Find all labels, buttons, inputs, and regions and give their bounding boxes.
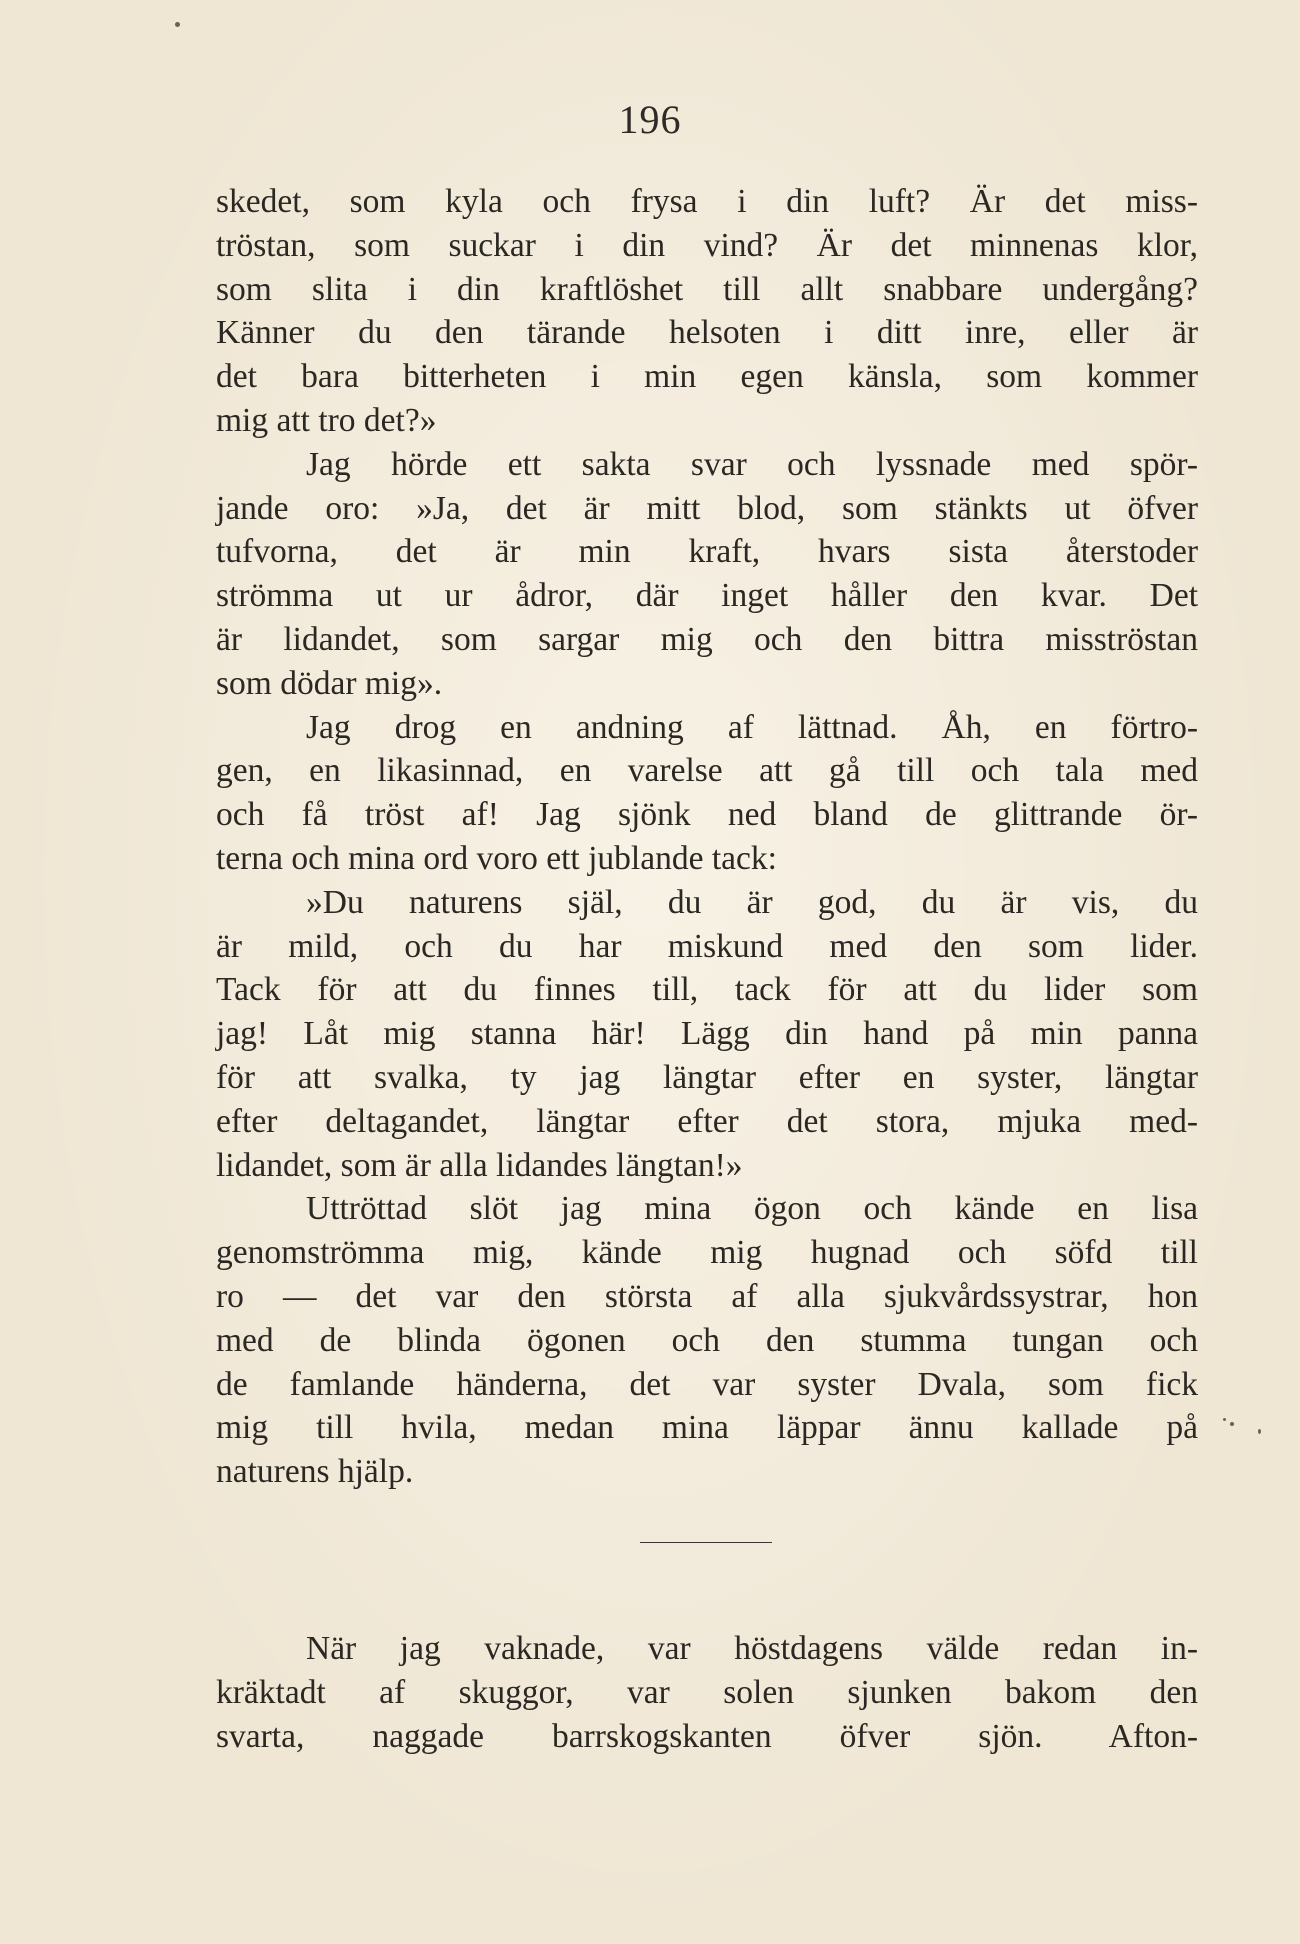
paper-speck bbox=[1258, 1429, 1261, 1434]
text-line: lidandet, som är alla lidandes längtan!» bbox=[216, 1146, 743, 1184]
text-line: mig till hvila, medan mina läppar ännu kallade på bbox=[216, 1409, 1198, 1447]
text-line: När jag vaknade, var höstdagens välde redan in- bbox=[306, 1630, 1198, 1667]
text-line: gen, en likasinnad, en varelse att gå till och tala med bbox=[216, 752, 1198, 790]
text-line: kräktadt af skuggor, var solen sjunken bakom den bbox=[216, 1673, 1198, 1711]
text-line: och få tröst af! Jag sjönk ned bland de glittrande ör- bbox=[216, 796, 1198, 834]
text-line: Känner du den tärande helsoten i ditt inre, eller är bbox=[216, 314, 1198, 352]
text-line: för att svalka, ty jag längtar efter en syster, längtar bbox=[216, 1058, 1198, 1096]
text-line: det bara bitterheten i min egen känsla, som kommer bbox=[216, 358, 1198, 396]
text-line: Jag drog en andning af lättnad. Åh, en förtro- bbox=[306, 708, 1198, 746]
paper-speck bbox=[1223, 1418, 1226, 1421]
text-line: efter deltagandet, längtar efter det stora, mjuka med- bbox=[216, 1102, 1198, 1140]
paper-speck bbox=[1230, 1422, 1234, 1426]
text-line: Jag hörde ett sakta svar och lyssnade med spör- bbox=[306, 445, 1198, 483]
text-line: med de blinda ögonen och den stumma tungan och bbox=[216, 1321, 1198, 1359]
text-line: är lidandet, som sargar mig och den bittra misströstan bbox=[216, 620, 1198, 658]
text-line: tufvorna, det är min kraft, hvars sista återstoder bbox=[216, 533, 1198, 571]
text-line: Uttröttad slöt jag mina ögon och kände en lisa bbox=[306, 1190, 1198, 1228]
text-line: genomströmma mig, kände mig hugnad och söfd till bbox=[216, 1234, 1198, 1272]
text-line: jag! Låt mig stanna här! Lägg din hand på min panna bbox=[216, 1015, 1198, 1053]
text-line: terna och mina ord voro ett jublande tack: bbox=[216, 839, 777, 877]
text-line: »Du naturens själ, du är god, du är vis, du bbox=[306, 883, 1198, 921]
text-section-1 bbox=[216, 180, 1198, 1494]
text-line: naturens hjälp. bbox=[216, 1453, 414, 1491]
text-line: svarta, naggade barrskogskanten öfver sjön. Afton- bbox=[216, 1717, 1198, 1755]
text-line: skedet, som kyla och frysa i din luft? Är det miss- bbox=[216, 183, 1198, 220]
text-line: tröstan, som suckar i din vind? Är det minnenas klor, bbox=[216, 226, 1198, 264]
text-line: är mild, och du har miskund med den som lider. bbox=[216, 927, 1198, 965]
text-line: Tack för att du finnes till, tack för att du lider som bbox=[216, 971, 1198, 1009]
text-line: som dödar mig». bbox=[216, 664, 443, 702]
text-line: jande oro: »Ja, det är mitt blod, som stänkts ut öfver bbox=[216, 489, 1198, 527]
section-separator-rule bbox=[640, 1542, 772, 1543]
text-line: mig att tro det?» bbox=[216, 401, 437, 439]
text-section-2 bbox=[216, 1627, 1198, 1758]
text-line: som slita i din kraftlöshet till allt snabbare undergång? bbox=[216, 270, 1198, 308]
text-line: de famlande händerna, det var syster Dvala, som fick bbox=[216, 1365, 1198, 1403]
paper-speck bbox=[175, 22, 180, 27]
page-number: 196 bbox=[618, 97, 682, 142]
text-line: ro — det var den största af alla sjukvårdssystrar, hon bbox=[216, 1277, 1198, 1315]
text-line: strömma ut ur ådror, där inget håller den kvar. Det bbox=[216, 577, 1198, 615]
